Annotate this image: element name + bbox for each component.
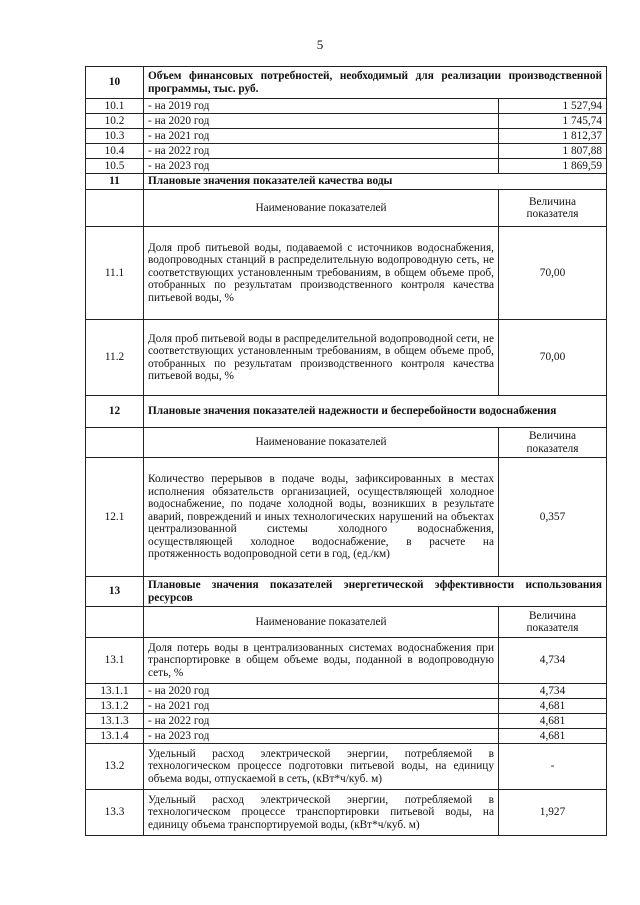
row-label: - на 2023 год [144, 159, 499, 174]
table-row [86, 144, 607, 159]
section-title: Плановые значения показателей качества воды [144, 174, 607, 190]
row-number: 13.1.1 [86, 684, 144, 699]
section-title: Плановые значения показателей энергетической эффективности использования ресурсов [144, 577, 607, 607]
column-header-value: Величина показателя [499, 190, 607, 227]
row-value: 1,927 [499, 790, 607, 836]
table-row [86, 790, 607, 836]
row-value: 1 807,88 [499, 144, 607, 159]
row-number: 13.1.4 [86, 729, 144, 744]
row-number: 10.1 [86, 99, 144, 114]
row-label: - на 2020 год [144, 114, 499, 129]
row-value: 1 527,94 [499, 99, 607, 114]
section-title: Объем финансовых потребностей, необходимый для реализации производственной программы, тыс. руб. [144, 67, 607, 99]
table-row [86, 227, 607, 320]
row-label: - на 2023 год [144, 729, 499, 744]
column-header-value: Величина показателя [499, 428, 607, 458]
table-row [86, 159, 607, 174]
section-number: 12 [86, 396, 144, 428]
row-number: 10.4 [86, 144, 144, 159]
row-value: - [499, 744, 607, 790]
row-label: - на 2022 год [144, 144, 499, 159]
row-value: 1 812,37 [499, 129, 607, 144]
empty-cell [86, 428, 144, 458]
row-label: - на 2019 год [144, 99, 499, 114]
page-number: 5 [316, 37, 324, 52]
row-number: 10.3 [86, 129, 144, 144]
section-number: 11 [86, 174, 144, 190]
empty-cell [86, 607, 144, 638]
row-number: 11.2 [86, 320, 144, 396]
table-row [86, 729, 607, 744]
table-row [86, 320, 607, 396]
row-number: 13.3 [86, 790, 144, 836]
column-header-name: Наименование показателей [144, 607, 499, 638]
row-label: - на 2020 год [144, 684, 499, 699]
table-row [86, 99, 607, 114]
column-header-row [86, 428, 607, 458]
table-row [86, 129, 607, 144]
column-header-name: Наименование показателей [144, 428, 499, 458]
row-number: 13.2 [86, 744, 144, 790]
indicators-table [85, 66, 607, 836]
row-value: 0,357 [499, 458, 607, 577]
table-row [86, 714, 607, 729]
row-value: 70,00 [499, 227, 607, 320]
table-row [86, 638, 607, 684]
row-number: 10.2 [86, 114, 144, 129]
row-number: 11.1 [86, 227, 144, 320]
row-label: - на 2022 год [144, 714, 499, 729]
row-label: - на 2021 год [144, 129, 499, 144]
row-label: Доля потерь воды в централизованных системах водоснабжения при транспортировке в общем объеме воды, поданной в водопроводную сеть, % [144, 638, 499, 684]
column-header-name: Наименование показателей [144, 190, 499, 227]
row-label: Удельный расход электрической энергии, потребляемой в технологическом процессе транспортировки питьевой воды, на единицу объема транспортируемой воды, (кВт*ч/куб. м) [144, 790, 499, 836]
table-row [86, 684, 607, 699]
section-number: 10 [86, 67, 144, 99]
row-value: 4,681 [499, 729, 607, 744]
table-row [86, 114, 607, 129]
row-value: 4,681 [499, 699, 607, 714]
section-10-header [86, 67, 607, 99]
row-value: 4,734 [499, 684, 607, 699]
row-label: Доля проб питьевой воды, подаваемой с источников водоснабжения, водопроводных станций в распределительную водопроводную сеть, не соответствующих установленным требованиям, в общем объеме проб, отобранных по результатам производственного контроля качества питьевой воды, % [144, 227, 499, 320]
row-number: 12.1 [86, 458, 144, 577]
empty-cell [86, 190, 144, 227]
row-label: - на 2021 год [144, 699, 499, 714]
column-header-value: Величина показателя [499, 607, 607, 638]
table-row [86, 699, 607, 714]
section-title: Плановые значения показателей надежности и бесперебойности водоснабжения [144, 396, 607, 428]
row-value: 70,00 [499, 320, 607, 396]
row-label: Удельный расход электрической энергии, потребляемой в технологическом процессе подготовки питьевой воды, на единицу объема воды, отпускаемой в сеть, (кВт*ч/куб. м) [144, 744, 499, 790]
column-header-row [86, 190, 607, 227]
row-value: 1 745,74 [499, 114, 607, 129]
row-number: 13.1.3 [86, 714, 144, 729]
row-value: 4,681 [499, 714, 607, 729]
row-number: 10.5 [86, 159, 144, 174]
section-number: 13 [86, 577, 144, 607]
section-12-header [86, 396, 607, 428]
row-label: Доля проб питьевой воды в распределительной водопроводной сети, не соответствующих установленным требованиям, в общем объеме проб, отобранных по результатам производственного контроля качества питьевой воды, % [144, 320, 499, 396]
table-row [86, 744, 607, 790]
section-13-header [86, 577, 607, 607]
column-header-row [86, 607, 607, 638]
section-11-header [86, 174, 607, 190]
row-number: 13.1.2 [86, 699, 144, 714]
row-value: 1 869,59 [499, 159, 607, 174]
row-label: Количество перерывов в подаче воды, зафиксированных в местах исполнения обязательств организацией, осуществляющей холодное водоснабжение, по подаче холодной воды, возникших в результате аварий, повреждений и иных технологических нарушений на объектах централизованной системы холодного водоснабжения, осуществляющей холодное водоснабжение, в расчете на протяженность водопроводной сети в год, (ед./км) [144, 458, 499, 577]
row-number: 13.1 [86, 638, 144, 684]
row-value: 4,734 [499, 638, 607, 684]
table-row [86, 458, 607, 577]
